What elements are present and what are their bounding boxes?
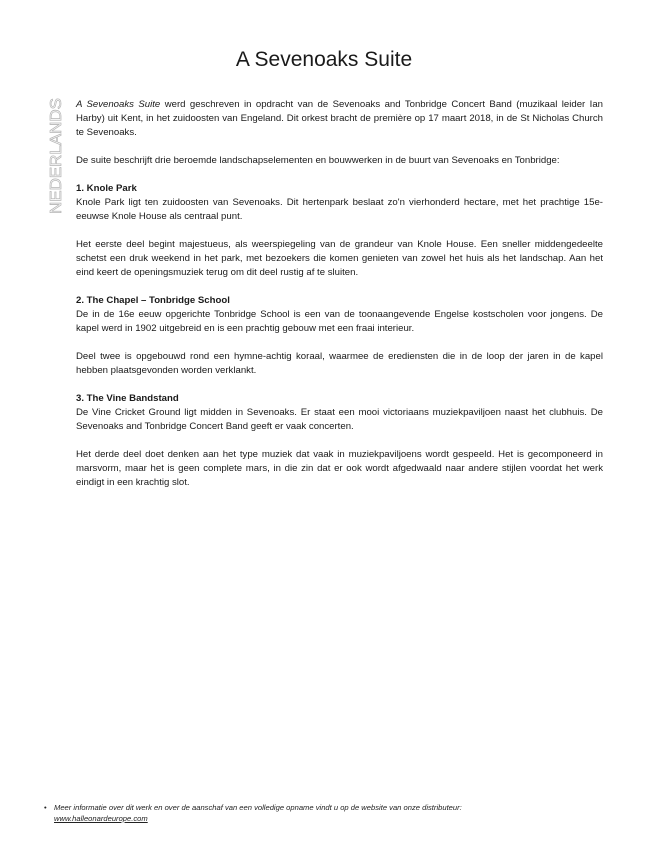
section-paragraph: Het derde deel doet denken aan het type muziek dat vaak in muziekpaviljoens wordt gespeeld. Het is gecomponeerd in marsvorm, maar het is geen complete mars, in die zin dat er ook wordt afgedwaald naar andere stijlen voordat het werk eindigt in een krachtig slot. [76, 449, 603, 488]
intro-title-italic: A Sevenoaks Suite [76, 99, 161, 110]
section-heading: 3. The Vine Bandstand [76, 393, 179, 404]
section-vine-bandstand [76, 392, 603, 490]
bullet-icon: • [44, 803, 47, 812]
section-paragraph: De Vine Cricket Ground ligt midden in Sevenoaks. Er staat een mooi victoriaans muziekpaviljoen naast het clubhuis. De Sevenoaks and Tonbridge Concert Band geeft er vaak concerten. [76, 407, 603, 432]
footer-note-text: Meer informatie over dit werk en over de aanschaf van een volledige opname vindt u op de website van onze distributeur: [54, 803, 462, 812]
section-heading: 2. The Chapel – Tonbridge School [76, 295, 230, 306]
section-paragraph: Het eerste deel begint majestueus, als weerspiegeling van de grandeur van Knole House. Een sneller middengedeelte schetst een druk weekend in het park, met bezoekers die komen genieten van zowel het huis als het landschap. Aan het eind keert de openingsmuziek terug om dit deel rustig af te sluiten. [76, 239, 603, 278]
section-paragraph: Deel twee is opgebouwd rond een hymne-achtig koraal, waarmee de erediensten die in de loop der jaren in de kapel hebben plaatsgevonden worden verklankt. [76, 351, 603, 376]
language-side-label [44, 98, 66, 216]
footer-note [44, 802, 604, 824]
intro-text: werd geschreven in opdracht van de Sevenoaks and Tonbridge Concert Band (muzikaal leider Ian Harby) uit Kent, in het zuidoosten van Engeland. Dit orkest bracht de première op 17 maart 2018, in de St Nicholas Church te Sevenoaks. [76, 99, 604, 138]
section-paragraph: De in de 16e eeuw opgerichte Tonbridge School is een van de toonaangevende Engelse kostscholen voor jongens. De kapel werd in 1902 uitgebreid en is een prachtig gebouw met een fraai interieur. [76, 309, 603, 334]
distributor-link[interactable]: www.halleonardeurope.com [54, 814, 148, 823]
section-the-chapel [76, 294, 603, 378]
section-heading: 1. Knole Park [76, 183, 137, 194]
page-title: A Sevenoaks Suite [235, 48, 413, 71]
section-knole-park [76, 182, 603, 280]
main-content [76, 98, 603, 504]
intro-paragraph [76, 98, 603, 140]
language-label-text: NEDERLANDS [48, 108, 65, 214]
section-paragraph: Knole Park ligt ten zuidoosten van Sevenoaks. Dit hertenpark beslaat zo'n vierhonderd hectare, met het prachtige 15e-eeuwse Knole House als centraal punt. [76, 197, 603, 222]
intro-summary: De suite beschrijft drie beroemde landschapselementen en bouwwerken in de buurt van Sevenoaks en Tonbridge: [76, 155, 560, 166]
